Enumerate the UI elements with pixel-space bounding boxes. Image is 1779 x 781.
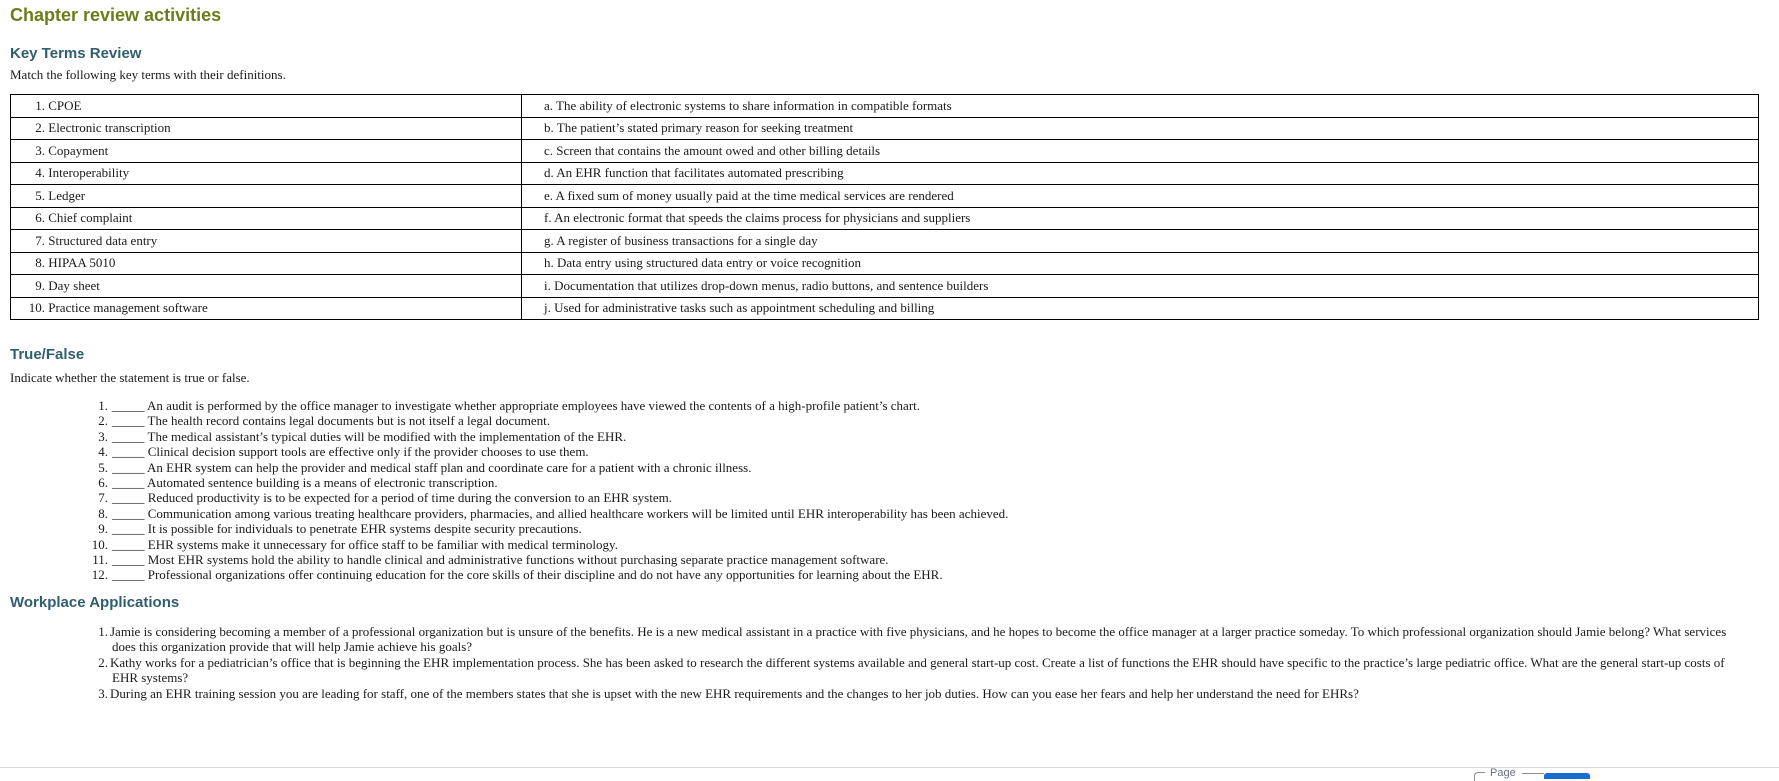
workplace-heading: Workplace Applications	[10, 593, 180, 611]
true-false-item	[10, 490, 1770, 505]
key-term-definition: g. A register of business transactions for a single day	[522, 230, 1759, 253]
key-term-text: CPOE	[48, 97, 82, 113]
key-term-text: Practice management software	[48, 300, 208, 316]
true-false-item-text: _____ Clinical decision support tools are effective only if the provider chooses to use them.	[112, 444, 589, 460]
workplace-item-number: 3.	[98, 685, 108, 701]
key-term-number: 3.	[35, 142, 45, 158]
chapter-title: Chapter review activities	[10, 5, 222, 25]
document-content	[10, 0, 1770, 701]
true-false-item	[10, 460, 1770, 475]
true-false-item-number: 11.	[92, 552, 108, 568]
true-false-item-text: _____ It is possible for individuals to penetrate EHR systems despite security precautions.	[112, 521, 582, 537]
key-term-cell	[11, 95, 522, 118]
key-term-row	[11, 95, 1759, 118]
true-false-item-text: _____ Reduced productivity is to be expected for a period of time during the conversion to an EHR system.	[112, 490, 672, 506]
key-term-row	[11, 230, 1759, 253]
true-false-item	[10, 521, 1770, 536]
true-false-item	[10, 413, 1770, 428]
page-label: Page	[1490, 767, 1516, 779]
true-false-item-text: _____ An audit is performed by the office manager to investigate whether appropriate employees have viewed the contents of a high-profile patient’s chart.	[112, 398, 921, 413]
workplace-item-number: 2.	[98, 654, 108, 670]
true-false-item-text: _____ Professional organizations offer continuing education for the core skills of their discipline and do not have any opportunities for learning about the EHR.	[112, 567, 943, 583]
key-term-cell	[11, 207, 522, 230]
key-term-definition: h. Data entry using structured data entry or voice recognition	[522, 252, 1759, 275]
true-false-list	[10, 398, 1770, 583]
true-false-item	[10, 429, 1770, 444]
key-term-definition: e. A fixed sum of money usually paid at the time medical services are rendered	[522, 185, 1759, 208]
key-term-cell	[11, 252, 522, 275]
true-false-item-number: 2.	[98, 413, 108, 429]
true-false-item	[10, 537, 1770, 552]
key-term-number: 8.	[35, 255, 45, 271]
true-false-item-number: 3.	[98, 428, 108, 444]
key-term-number: 2.	[35, 120, 45, 136]
key-terms-table	[10, 94, 1759, 320]
key-term-definition: i. Documentation that utilizes drop-down menus, radio buttons, and sentence builders	[522, 275, 1759, 298]
true-false-item-number: 10.	[91, 536, 108, 552]
true-false-item-number: 7.	[98, 490, 108, 506]
workplace-item	[10, 655, 1770, 686]
true-false-item	[10, 444, 1770, 459]
page-control[interactable]	[1474, 768, 1594, 777]
key-term-number: 4.	[35, 165, 45, 181]
key-term-text: Copayment	[48, 142, 109, 158]
key-term-definition: d. An EHR function that facilitates automated prescribing	[522, 162, 1759, 185]
key-term-row	[11, 117, 1759, 140]
true-false-item-number: 1.	[98, 398, 108, 413]
key-term-row	[11, 140, 1759, 163]
true-false-item-text: _____ Most EHR systems hold the ability to handle clinical and administrative functions without purchasing separate practice management software.	[112, 552, 889, 568]
key-term-cell	[11, 230, 522, 253]
true-false-item-number: 6.	[98, 475, 108, 491]
key-term-row	[11, 207, 1759, 230]
key-term-row	[11, 162, 1759, 185]
key-term-cell	[11, 140, 522, 163]
true-false-item-text: _____ Automated sentence building is a means of electronic transcription.	[112, 475, 498, 491]
key-term-text: Electronic transcription	[48, 120, 171, 136]
workplace-item	[10, 624, 1770, 655]
true-false-item-text: _____ The health record contains legal documents but is not itself a legal document.	[112, 413, 551, 429]
workplace-item-number: 1.	[98, 623, 108, 639]
true-false-item-text: _____ An EHR system can help the provider and medical staff plan and coordinate care for a patient with a chronic illness.	[112, 459, 752, 475]
key-term-row	[11, 252, 1759, 275]
true-false-item-text: _____ The medical assistant’s typical duties will be modified with the implementation of the EHR.	[112, 428, 627, 444]
key-term-text: Day sheet	[48, 277, 100, 293]
true-false-item	[10, 567, 1770, 582]
true-false-item-number: 4.	[98, 444, 108, 460]
workplace-item-text: During an EHR training session you are leading for staff, one of the members states that she is upset with the new EHR requirements and the changes to her job duties. How can you ease her fears and help her understand the need for EHRs?	[110, 685, 1359, 701]
key-term-number: 6.	[35, 210, 45, 226]
key-term-number: 5.	[35, 187, 45, 203]
page-rule	[1522, 773, 1544, 774]
workplace-item	[10, 686, 1770, 701]
key-term-cell	[11, 297, 522, 320]
workplace-item-text: Jamie is considering becoming a member of a professional organization but is unsure of the benefits. He is a new medical assistant in a practice with five physicians, and he hopes to become the office manager at a larger practice someday. To which professional organization should Jamie belong? What services does this organization provide that will help Jamie achieve his goals?	[110, 623, 1727, 655]
key-term-text: Structured data entry	[48, 232, 158, 248]
true-false-item	[10, 475, 1770, 490]
key-term-cell	[11, 117, 522, 140]
true-false-item	[10, 506, 1770, 521]
true-false-item-text: _____ Communication among various treating healthcare providers, pharmacies, and allied healthcare workers will be limited until EHR interoperability has been achieved.	[112, 505, 1009, 521]
key-term-row	[11, 297, 1759, 320]
key-term-definition: c. Screen that contains the amount owed and other billing details	[522, 140, 1759, 163]
workplace-list	[10, 624, 1770, 701]
key-term-text: Interoperability	[48, 165, 130, 181]
true-false-item	[10, 552, 1770, 567]
true-false-item-text: _____ EHR systems make it unnecessary for office staff to be familiar with medical terminology.	[112, 536, 618, 552]
key-term-definition: j. Used for administrative tasks such as appointment scheduling and billing	[522, 297, 1759, 320]
key-term-text: Chief complaint	[48, 210, 133, 226]
key-term-number: 10.	[28, 300, 45, 316]
true-false-item-number: 8.	[98, 505, 108, 521]
key-term-row	[11, 275, 1759, 298]
true-false-heading: True/False	[10, 346, 85, 363]
key-term-text: HIPAA 5010	[48, 255, 116, 271]
key-terms-instruction: Match the following key terms with their definitions.	[10, 67, 286, 82]
key-term-number: 7.	[35, 232, 45, 248]
true-false-item-number: 9.	[98, 521, 108, 537]
key-term-row	[11, 185, 1759, 208]
key-term-cell	[11, 162, 522, 185]
key-term-number: 9.	[35, 277, 45, 293]
key-term-definition: f. An electronic format that speeds the claims process for physicians and suppliers	[522, 207, 1759, 230]
key-term-definition: b. The patient’s stated primary reason for seeking treatment	[522, 117, 1759, 140]
true-false-item-number: 12.	[91, 567, 108, 583]
true-false-item-number: 5.	[98, 459, 108, 475]
page-button[interactable]	[1544, 773, 1590, 779]
true-false-instruction: Indicate whether the statement is true or false.	[10, 370, 250, 385]
key-term-text: Ledger	[48, 187, 86, 203]
true-false-item	[10, 398, 1770, 413]
key-term-cell	[11, 275, 522, 298]
key-term-cell	[11, 185, 522, 208]
workplace-item-text: Kathy works for a pediatrician’s office that is beginning the EHR implementation process. She has been asked to research the different systems available and general start-up cost. Create a list of functions the EHR should have specific to the practice’s large pediatric office. What are the general start-up costs of EHR systems?	[110, 654, 1725, 686]
key-terms-heading: Key Terms Review	[10, 45, 142, 62]
key-term-number: 1.	[35, 97, 45, 113]
key-term-definition: a. The ability of electronic systems to share information in compatible formats	[522, 95, 1759, 118]
